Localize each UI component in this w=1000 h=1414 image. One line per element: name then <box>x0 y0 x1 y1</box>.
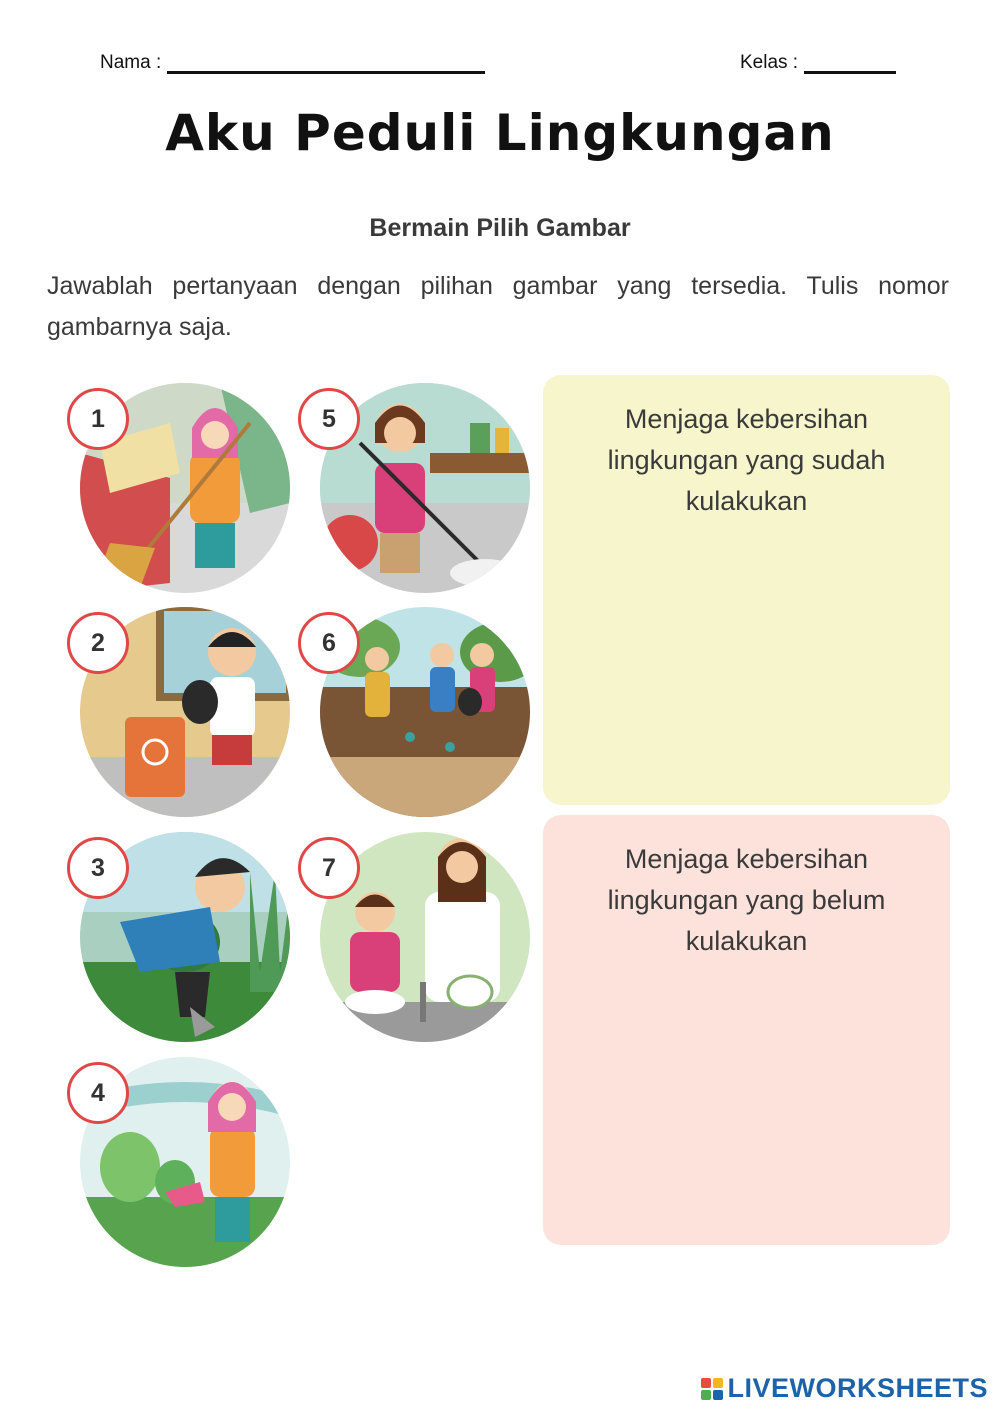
picture-3-number: 3 <box>67 837 129 899</box>
picture-6-number: 6 <box>298 612 360 674</box>
liveworksheets-brand-text: LIVEWORKSHEETS <box>727 1373 988 1403</box>
name-input-line[interactable] <box>167 57 485 74</box>
answer-box-done[interactable] <box>543 375 950 805</box>
class-field <box>740 52 896 74</box>
class-input-line[interactable] <box>804 57 896 74</box>
answer-box-done-label: Menjaga kebersihan lingkungan yang sudah kulakukan <box>607 404 886 516</box>
picture-2-number: 2 <box>67 612 129 674</box>
picture-4-number: 4 <box>67 1062 129 1124</box>
answer-box-not-yet-label: Menjaga kebersihan lingkungan yang belum kulakukan <box>607 844 886 956</box>
worksheet-title: Aku Peduli Lingkungan <box>165 104 835 162</box>
instruction-text: Jawablah pertanyaan dengan pilihan gambar yang tersedia. Tulis nomor gambarnya saja. <box>47 272 949 341</box>
name-field <box>100 52 485 74</box>
picture-5-number: 5 <box>298 388 360 450</box>
answer-box-not-yet[interactable] <box>543 815 950 1245</box>
class-label: Kelas : <box>740 52 799 73</box>
name-label: Nama : <box>100 52 162 73</box>
liveworksheets-logo-icon <box>701 1378 723 1400</box>
picture-7-number: 7 <box>298 837 360 899</box>
picture-1-number: 1 <box>67 388 129 450</box>
activity-subtitle: Bermain Pilih Gambar <box>369 214 631 242</box>
liveworksheets-logo <box>701 1373 988 1404</box>
